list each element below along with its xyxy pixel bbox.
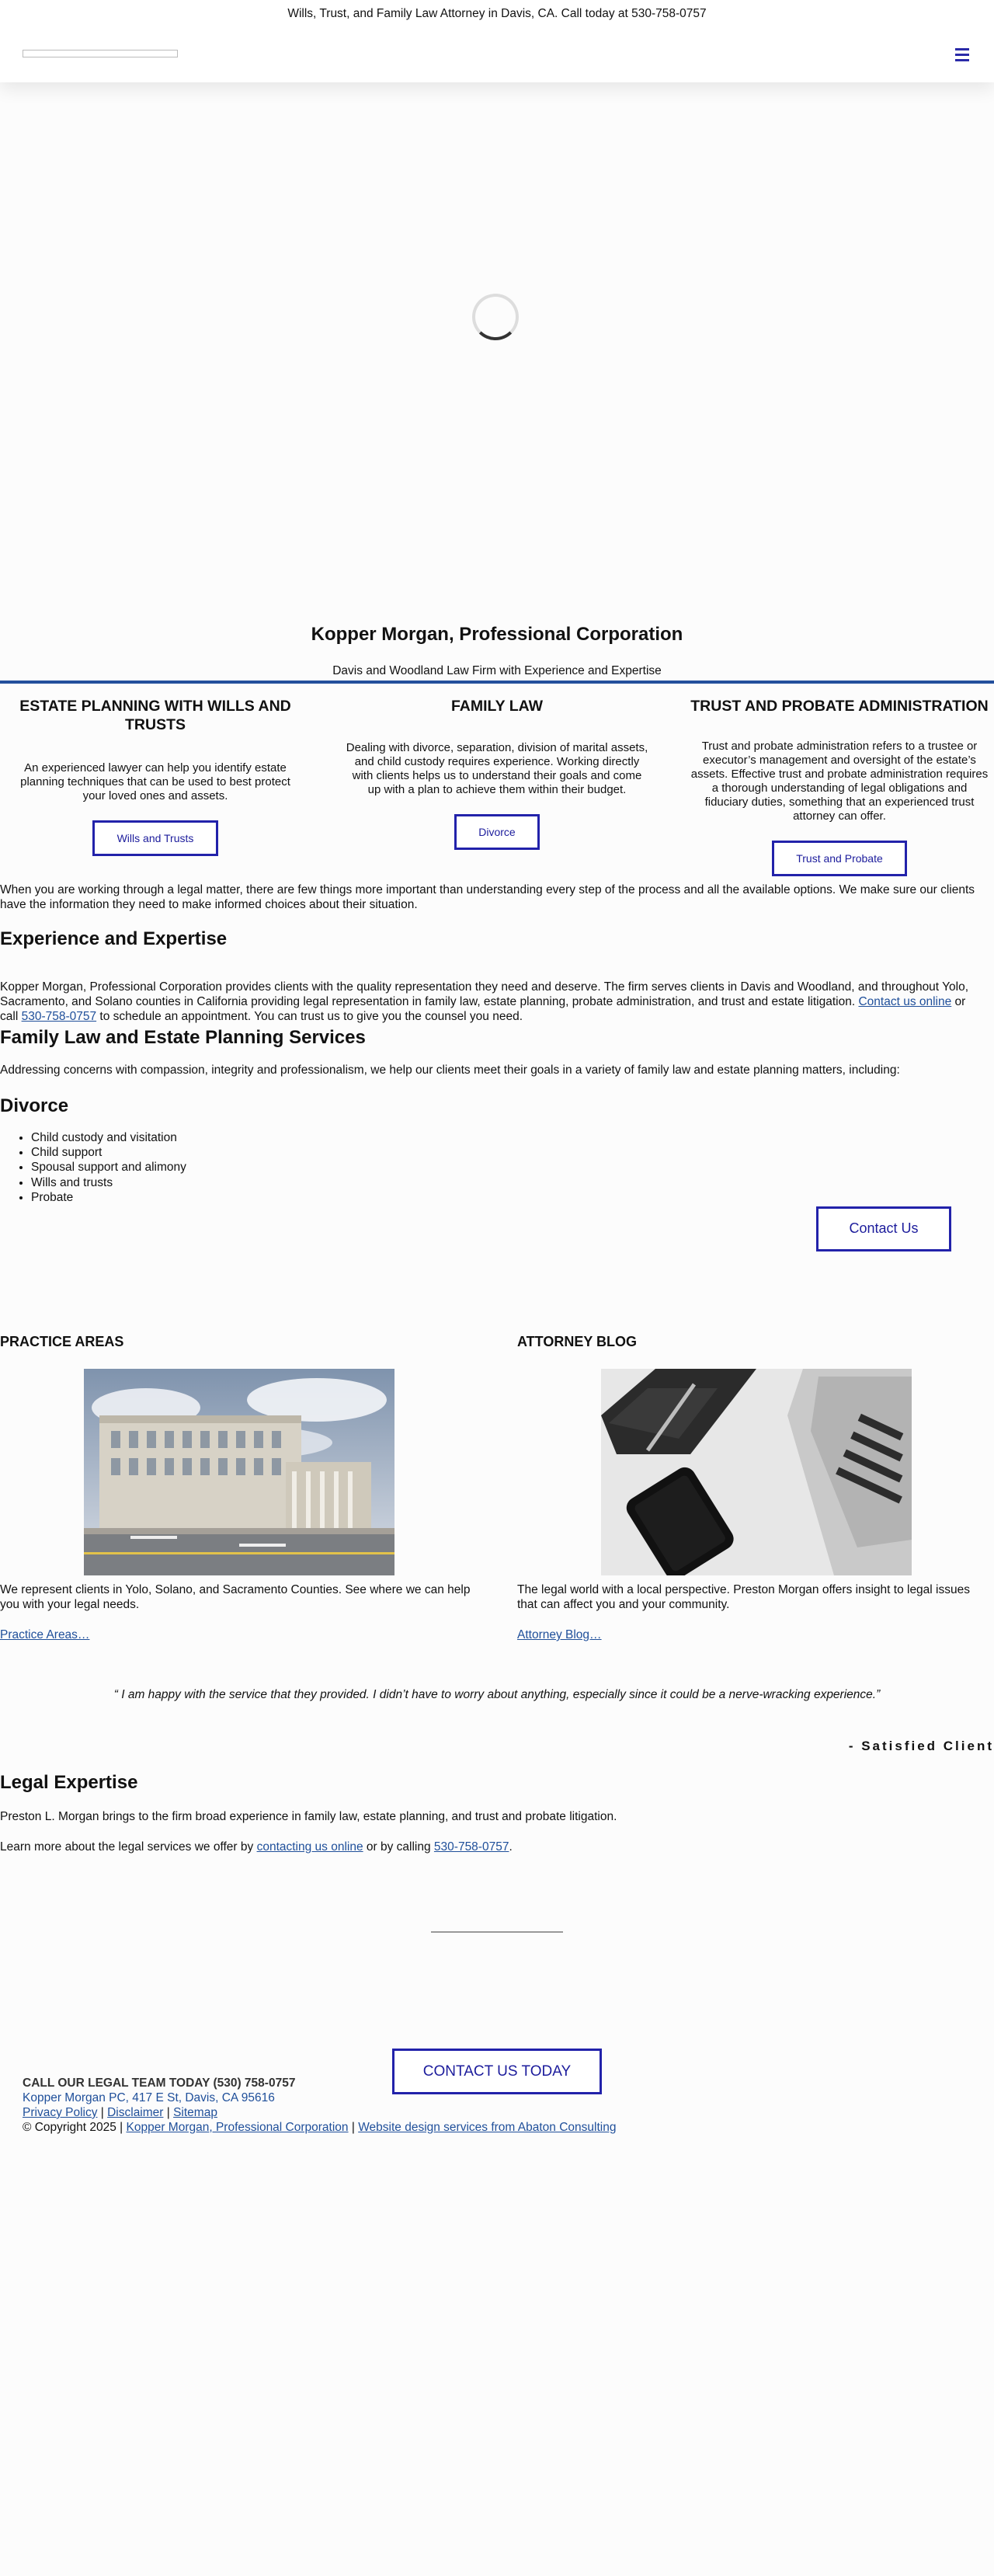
contacting-us-online-link[interactable]: contacting us online <box>256 1840 363 1854</box>
firm-title: Kopper Morgan, Professional Corporation <box>311 624 683 645</box>
practice-areas-heading: PRACTICE AREAS <box>0 1334 124 1349</box>
attorney-blog-heading: ATTORNEY BLOG <box>517 1334 638 1349</box>
testimonial-author: - Satisfied Client <box>848 1739 994 1753</box>
section-divider <box>0 681 994 684</box>
attorney-blog-text: The legal world with a local perspective. Preston Morgan offers insight to legal issues that can affect you and your community. <box>517 1583 970 1611</box>
practice-areas-text: We represent clients in Yolo, Solano, and Sacramento Counties. See where we can help you with your legal needs. <box>0 1583 471 1611</box>
firm-home-link[interactable]: Kopper Morgan, Professional Corporation <box>126 2120 349 2134</box>
phone-link[interactable]: 530-758-0757 <box>21 1009 97 1023</box>
site-footer <box>23 2076 616 2136</box>
loading-spinner-icon <box>472 294 519 340</box>
hamburger-menu-icon[interactable] <box>955 48 969 62</box>
column-heading: ESTATE PLANNING WITH WILLS AND TRUSTS <box>19 698 291 733</box>
learn-more-text-end: . <box>509 1840 513 1854</box>
footer-call-text: CALL OUR LEGAL TEAM TODAY (530) 758-0757 <box>23 2076 296 2090</box>
trust-and-probate-button[interactable]: Trust and Probate <box>772 841 907 876</box>
attorney-blog-link[interactable]: Attorney Blog… <box>517 1628 602 1641</box>
learn-more-text: Learn more about the legal services we offer by <box>0 1840 257 1854</box>
divider-line <box>431 1931 563 1933</box>
learn-more-text-mid: or by calling <box>363 1840 434 1854</box>
trust-probate-column <box>685 698 994 876</box>
sitemap-link[interactable]: Sitemap <box>173 2105 217 2119</box>
experience-text-end: to schedule an appointment. You can trust us to give you the counsel you need. <box>96 1009 523 1023</box>
design-credit-link[interactable]: Website design services from Abaton Consulting <box>358 2120 617 2134</box>
footer-separator: | <box>348 2120 359 2134</box>
legal-learn-more-paragraph <box>0 1840 978 1855</box>
practice-areas-link[interactable]: Practice Areas… <box>0 1628 90 1641</box>
contact-us-today-button[interactable]: CONTACT US TODAY <box>392 2049 602 2094</box>
footer-separator: | <box>163 2105 174 2119</box>
divorce-button[interactable]: Divorce <box>454 814 540 850</box>
column-text: Trust and probate administration refers to a trustee or executor’s management and oversight of the estate’s assets. Effective trust and probate administration requires a thorough understanding of legal obligations and fiduciary duties, something that an experienced trust attorney can offer. <box>690 739 989 823</box>
wills-and-trusts-button[interactable]: Wills and Trusts <box>92 820 218 856</box>
experience-text-mid: or call <box>0 994 966 1023</box>
courthouse-image[interactable] <box>84 1369 394 1575</box>
contact-us-online-link[interactable]: Contact us online <box>858 994 952 1008</box>
list-item: • Child support <box>31 1145 186 1160</box>
experience-text: Kopper Morgan, Professional Corporation provides clients with the quality representation they need and deserve. The firm serves clients in Davis and Woodland, and throughout Yolo, Sacramento, and Solano counties in California providing legal representation in family law, estate planning, probate administration, and trust and estate litigation. <box>0 980 969 1008</box>
family-law-column <box>342 698 652 850</box>
intro-paragraph <box>0 883 978 913</box>
legal-expertise-paragraph <box>0 1810 978 1825</box>
privacy-policy-link[interactable]: Privacy Policy <box>23 2105 98 2119</box>
legal-expertise-heading: Legal Expertise <box>0 1772 138 1793</box>
services-heading: Family Law and Estate Planning Services <box>0 1027 366 1048</box>
services-text: Addressing concerns with compassion, integrity and professionalism, we help our clients meet their goals in a variety of family law and estate planning matters, including: <box>0 1063 900 1077</box>
column-heading: FAMILY LAW <box>450 698 544 715</box>
experience-paragraph <box>0 980 978 1025</box>
footer-separator: | <box>97 2105 108 2119</box>
services-paragraph <box>0 1063 978 1078</box>
footer-address: Kopper Morgan PC, 417 E St, Davis, CA 95616 <box>23 2090 275 2104</box>
contact-us-button[interactable]: Contact Us <box>816 1206 951 1251</box>
list-item: • Probate <box>31 1190 186 1205</box>
footer-copyright <box>23 2121 616 2136</box>
estate-planning-column <box>0 698 311 856</box>
header-tagline: Wills, Trust, and Family Law Attorney in Davis, CA. Call today at 530-758-0757 <box>287 7 707 20</box>
testimonial-quote: “ I am happy with the service that they provided. I didn’t have to worry about anything, especially since it could be a nerve-wracking experience.” <box>113 1688 881 1701</box>
firm-subtitle: Davis and Woodland Law Firm with Experience and Expertise <box>332 664 662 677</box>
intro-text: When you are working through a legal matter, there are few things more important than understanding every step of the process and all the available options. We make sure our clients have the information they need to make informed choices about their situation. <box>0 883 975 911</box>
column-text: An experienced lawyer can help you identify estate planning techniques that can be used to best protect your loved ones and assets. <box>20 761 290 802</box>
divorce-heading: Divorce <box>0 1095 69 1116</box>
site-logo[interactable] <box>23 50 178 57</box>
column-text: Dealing with divorce, separation, division of marital assets, and child custody requires experience. Working directly with clients helps us to understand their goals and come up with a plan to achieve them within their budget. <box>346 740 648 796</box>
footer-links <box>23 2106 616 2121</box>
experience-heading: Experience and Expertise <box>0 928 228 949</box>
copyright-text: © Copyright 2025 | <box>23 2120 127 2134</box>
column-heading: TRUST AND PROBATE ADMINISTRATION <box>690 698 989 715</box>
divorce-services-list <box>0 1130 186 1205</box>
disclaimer-link[interactable]: Disclaimer <box>107 2105 164 2119</box>
list-item: • Spousal support and alimony <box>31 1160 186 1175</box>
legal-expertise-text: Preston L. Morgan brings to the firm broad experience in family law, estate planning, and trust and probate litigation. <box>0 1810 617 1823</box>
desk-items-image[interactable] <box>601 1369 912 1575</box>
phone-link[interactable]: 530-758-0757 <box>433 1840 509 1854</box>
site-header <box>0 0 994 82</box>
list-item: • Wills and trusts <box>31 1175 186 1190</box>
list-item: • Child custody and visitation <box>31 1130 186 1145</box>
